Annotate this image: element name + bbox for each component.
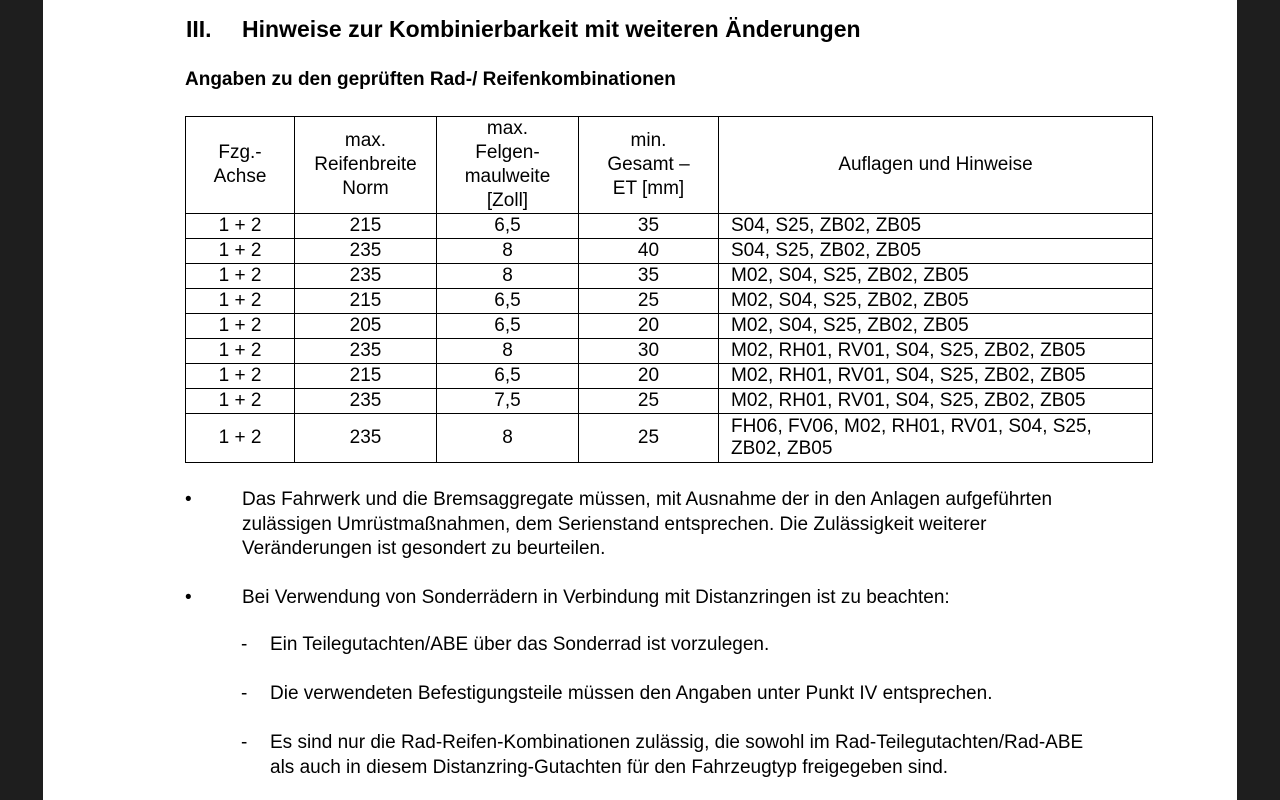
- header-rim-width: max. Felgen- maulweite [Zoll]: [437, 117, 579, 214]
- cell-offset: 35: [579, 264, 719, 289]
- table-caption: Angaben zu den geprüften Rad-/ Reifenkombinationen: [185, 69, 676, 90]
- cell-notes: M02, S04, S25, ZB02, ZB05: [719, 314, 1153, 339]
- cell-axle: 1 + 2: [186, 389, 295, 414]
- cell-notes: S04, S25, ZB02, ZB05: [719, 239, 1153, 264]
- cell-tire-width: 205: [295, 314, 437, 339]
- section-number: III.: [186, 16, 212, 42]
- cell-notes: M02, RH01, RV01, S04, S25, ZB02, ZB05: [719, 389, 1153, 414]
- header-offset: min. Gesamt – ET [mm]: [579, 117, 719, 214]
- cell-notes: M02, RH01, RV01, S04, S25, ZB02, ZB05: [719, 364, 1153, 389]
- cell-offset: 20: [579, 364, 719, 389]
- table-row: [186, 314, 1153, 339]
- table-row: [186, 289, 1153, 314]
- dash-text: Es sind nur die Rad-Reifen-Kombinationen zulässig, die sowohl im Rad-Teilegutachten/Rad-ABE als auch in diesem Distanzring-Gutachten für den Fahrzeugtyp freigegeben sind.: [270, 732, 1084, 778]
- cell-notes: M02, S04, S25, ZB02, ZB05: [719, 289, 1153, 314]
- cell-offset: 25: [579, 414, 719, 463]
- section-title: Hinweise zur Kombinierbarkeit mit weiteren Änderungen: [242, 16, 861, 42]
- cell-tire-width: 235: [295, 414, 437, 463]
- dash-text: Die verwendeten Befestigungsteile müssen den Angaben unter Punkt IV entsprechen.: [270, 683, 993, 704]
- cell-notes: S04, S25, ZB02, ZB05: [719, 214, 1153, 239]
- cell-notes: FH06, FV06, M02, RH01, RV01, S04, S25, ZB02, ZB05: [719, 414, 1153, 463]
- cell-rim-width: 7,5: [437, 389, 579, 414]
- cell-axle: 1 + 2: [186, 314, 295, 339]
- cell-axle: 1 + 2: [186, 364, 295, 389]
- table-row: [186, 339, 1153, 364]
- document-page: [43, 0, 1237, 800]
- bullet-text: Bei Verwendung von Sonderrädern in Verbindung mit Distanzringen ist zu beachten:: [242, 587, 950, 608]
- table-row: [186, 239, 1153, 264]
- cell-tire-width: 215: [295, 289, 437, 314]
- cell-tire-width: 235: [295, 339, 437, 364]
- cell-axle: 1 + 2: [186, 214, 295, 239]
- cell-offset: 35: [579, 214, 719, 239]
- cell-axle: 1 + 2: [186, 339, 295, 364]
- cell-axle: 1 + 2: [186, 264, 295, 289]
- bullet-text: Das Fahrwerk und die Bremsaggregate müssen, mit Ausnahme der in den Anlagen aufgeführten zulässigen Umrüstmaßnahmen, dem Serienstand entsprechen. Die Zulässigkeit weiterer Veränderungen ist gesondert zu beurteilen.: [242, 489, 1053, 559]
- header-axle: Fzg.- Achse: [186, 117, 295, 214]
- dash-icon: -: [241, 683, 248, 704]
- table-row: [186, 414, 1153, 463]
- cell-rim-width: 6,5: [437, 214, 579, 239]
- cell-offset: 30: [579, 339, 719, 364]
- table-row: [186, 364, 1153, 389]
- bullet-icon: •: [185, 587, 192, 608]
- cell-axle: 1 + 2: [186, 239, 295, 264]
- cell-tire-width: 235: [295, 264, 437, 289]
- cell-rim-width: 6,5: [437, 289, 579, 314]
- cell-notes: M02, RH01, RV01, S04, S25, ZB02, ZB05: [719, 339, 1153, 364]
- cell-offset: 40: [579, 239, 719, 264]
- header-notes: Auflagen und Hinweise: [719, 117, 1153, 214]
- cell-notes: M02, S04, S25, ZB02, ZB05: [719, 264, 1153, 289]
- cell-tire-width: 235: [295, 239, 437, 264]
- cell-rim-width: 8: [437, 339, 579, 364]
- cell-rim-width: 8: [437, 239, 579, 264]
- table-row: [186, 389, 1153, 414]
- table-header-row: [186, 117, 1153, 214]
- dash-text: Ein Teilegutachten/ABE über das Sonderrad ist vorzulegen.: [270, 634, 770, 655]
- cell-rim-width: 8: [437, 264, 579, 289]
- dash-icon: -: [241, 732, 248, 753]
- cell-axle: 1 + 2: [186, 414, 295, 463]
- wheel-tire-combination-table: [185, 116, 1153, 463]
- table-row: [186, 214, 1153, 239]
- cell-tire-width: 215: [295, 364, 437, 389]
- cell-tire-width: 235: [295, 389, 437, 414]
- cell-rim-width: 6,5: [437, 314, 579, 339]
- header-tire-width: max. Reifenbreite Norm: [295, 117, 437, 214]
- cell-axle: 1 + 2: [186, 289, 295, 314]
- cell-offset: 20: [579, 314, 719, 339]
- table-row: [186, 264, 1153, 289]
- cell-tire-width: 215: [295, 214, 437, 239]
- cell-rim-width: 8: [437, 414, 579, 463]
- cell-rim-width: 6,5: [437, 364, 579, 389]
- cell-offset: 25: [579, 289, 719, 314]
- dash-icon: -: [241, 634, 248, 655]
- cell-offset: 25: [579, 389, 719, 414]
- bullet-icon: •: [185, 489, 192, 510]
